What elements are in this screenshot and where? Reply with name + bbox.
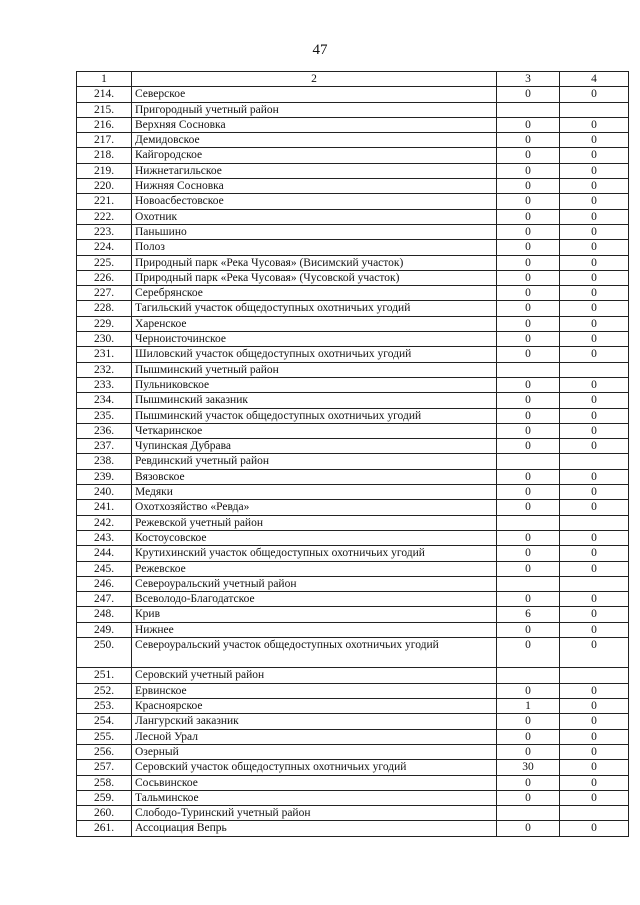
table-row bbox=[77, 209, 629, 224]
row-col-3: 0 bbox=[497, 408, 560, 423]
row-col-3: 0 bbox=[497, 729, 560, 744]
row-number: 227. bbox=[77, 286, 132, 301]
row-col-3: 0 bbox=[497, 316, 560, 331]
row-col-4: 0 bbox=[560, 87, 629, 102]
row-col-4: 0 bbox=[560, 469, 629, 484]
row-col-3: 0 bbox=[497, 423, 560, 438]
row-col-4: 0 bbox=[560, 622, 629, 637]
row-name: Костоусовское bbox=[132, 530, 497, 545]
row-number: 230. bbox=[77, 332, 132, 347]
row-number: 221. bbox=[77, 194, 132, 209]
table-row bbox=[77, 347, 629, 362]
table-row bbox=[77, 744, 629, 759]
table-row bbox=[77, 821, 629, 836]
row-number: 244. bbox=[77, 546, 132, 561]
header-col-1: 1 bbox=[77, 72, 132, 87]
row-name: Новоасбестовское bbox=[132, 194, 497, 209]
table-row bbox=[77, 133, 629, 148]
table-row bbox=[77, 622, 629, 637]
row-col-4 bbox=[560, 576, 629, 591]
row-col-4: 0 bbox=[560, 683, 629, 698]
row-number: 233. bbox=[77, 377, 132, 392]
table-row bbox=[77, 714, 629, 729]
row-col-4: 0 bbox=[560, 744, 629, 759]
row-number: 242. bbox=[77, 515, 132, 530]
row-col-3: 0 bbox=[497, 546, 560, 561]
header-row bbox=[77, 72, 629, 87]
table-row bbox=[77, 393, 629, 408]
row-name: Верхняя Сосновка bbox=[132, 117, 497, 132]
table-row bbox=[77, 301, 629, 316]
row-number: 214. bbox=[77, 87, 132, 102]
row-col-4: 0 bbox=[560, 286, 629, 301]
row-col-4: 0 bbox=[560, 485, 629, 500]
table-row bbox=[77, 255, 629, 270]
row-name: Ервинское bbox=[132, 683, 497, 698]
row-col-4: 0 bbox=[560, 194, 629, 209]
table-row bbox=[77, 790, 629, 805]
row-number: 222. bbox=[77, 209, 132, 224]
table-row bbox=[77, 668, 629, 683]
row-col-3: 0 bbox=[497, 683, 560, 698]
row-name: Северское bbox=[132, 87, 497, 102]
row-col-4: 0 bbox=[560, 179, 629, 194]
row-name: Серовский участок общедоступных охотничьих угодий bbox=[132, 760, 497, 775]
row-name: Красноярское bbox=[132, 699, 497, 714]
row-col-3: 0 bbox=[497, 561, 560, 576]
row-number: 235. bbox=[77, 408, 132, 423]
row-name: Черноисточинское bbox=[132, 332, 497, 347]
row-col-3: 0 bbox=[497, 194, 560, 209]
table-row bbox=[77, 515, 629, 530]
row-name: Чупинская Дубрава bbox=[132, 439, 497, 454]
row-number: 237. bbox=[77, 439, 132, 454]
table-row bbox=[77, 439, 629, 454]
row-col-3: 0 bbox=[497, 347, 560, 362]
row-col-4: 0 bbox=[560, 332, 629, 347]
table-row bbox=[77, 148, 629, 163]
row-name: Ревдинский учетный район bbox=[132, 454, 497, 469]
row-col-3: 0 bbox=[497, 332, 560, 347]
header-col-4: 4 bbox=[560, 72, 629, 87]
row-name: Пригородный учетный район bbox=[132, 102, 497, 117]
row-number: 224. bbox=[77, 240, 132, 255]
row-col-3: 1 bbox=[497, 699, 560, 714]
row-col-3: 0 bbox=[497, 592, 560, 607]
table-row bbox=[77, 117, 629, 132]
row-col-4: 0 bbox=[560, 637, 629, 668]
row-col-3: 0 bbox=[497, 377, 560, 392]
row-name: Пульниковское bbox=[132, 377, 497, 392]
row-col-3: 0 bbox=[497, 744, 560, 759]
row-name: Режевское bbox=[132, 561, 497, 576]
row-name: Ассоциация Вепрь bbox=[132, 821, 497, 836]
row-col-3: 0 bbox=[497, 301, 560, 316]
row-col-3: 30 bbox=[497, 760, 560, 775]
table-row bbox=[77, 194, 629, 209]
row-col-3: 0 bbox=[497, 821, 560, 836]
row-number: 217. bbox=[77, 133, 132, 148]
row-col-3: 0 bbox=[497, 209, 560, 224]
row-col-4: 0 bbox=[560, 224, 629, 239]
row-number: 251. bbox=[77, 668, 132, 683]
row-number: 250. bbox=[77, 637, 132, 668]
row-name: Тагильский участок общедоступных охотничьих угодий bbox=[132, 301, 497, 316]
row-col-3 bbox=[497, 576, 560, 591]
table-row bbox=[77, 423, 629, 438]
row-col-3: 0 bbox=[497, 87, 560, 102]
table-row bbox=[77, 699, 629, 714]
table-row bbox=[77, 576, 629, 591]
row-col-3: 0 bbox=[497, 286, 560, 301]
row-number: 256. bbox=[77, 744, 132, 759]
row-col-3 bbox=[497, 668, 560, 683]
table-header bbox=[77, 72, 629, 87]
row-col-4 bbox=[560, 515, 629, 530]
row-name: Кайгородское bbox=[132, 148, 497, 163]
row-name: Пышминский учетный район bbox=[132, 362, 497, 377]
row-number: 241. bbox=[77, 500, 132, 515]
row-col-3: 0 bbox=[497, 439, 560, 454]
row-col-4: 0 bbox=[560, 821, 629, 836]
row-name: Крив bbox=[132, 607, 497, 622]
row-col-4: 0 bbox=[560, 316, 629, 331]
row-col-4: 0 bbox=[560, 270, 629, 285]
row-name: Североуральский участок общедоступных охотничьих угодий bbox=[132, 637, 497, 668]
row-number: 246. bbox=[77, 576, 132, 591]
row-col-4: 0 bbox=[560, 546, 629, 561]
row-name: Охотник bbox=[132, 209, 497, 224]
table-row bbox=[77, 500, 629, 515]
row-col-3 bbox=[497, 454, 560, 469]
table-row bbox=[77, 163, 629, 178]
table-row bbox=[77, 637, 629, 668]
table-row bbox=[77, 240, 629, 255]
row-name: Харенское bbox=[132, 316, 497, 331]
row-col-3: 0 bbox=[497, 637, 560, 668]
row-number: 260. bbox=[77, 806, 132, 821]
table-row bbox=[77, 224, 629, 239]
row-col-4: 0 bbox=[560, 377, 629, 392]
row-col-4: 0 bbox=[560, 439, 629, 454]
row-name: Охотхозяйство «Ревда» bbox=[132, 500, 497, 515]
table-row bbox=[77, 607, 629, 622]
row-name: Тальминское bbox=[132, 790, 497, 805]
row-name: Пышминский участок общедоступных охотничьих угодий bbox=[132, 408, 497, 423]
row-name: Сосьвинское bbox=[132, 775, 497, 790]
row-col-4: 0 bbox=[560, 240, 629, 255]
row-number: 231. bbox=[77, 347, 132, 362]
row-col-3: 0 bbox=[497, 163, 560, 178]
row-number: 255. bbox=[77, 729, 132, 744]
row-col-3: 0 bbox=[497, 148, 560, 163]
row-number: 240. bbox=[77, 485, 132, 500]
row-number: 234. bbox=[77, 393, 132, 408]
table-row bbox=[77, 546, 629, 561]
table-row bbox=[77, 775, 629, 790]
row-col-4: 0 bbox=[560, 699, 629, 714]
table-row bbox=[77, 270, 629, 285]
row-col-3: 0 bbox=[497, 469, 560, 484]
row-col-4: 0 bbox=[560, 592, 629, 607]
row-number: 257. bbox=[77, 760, 132, 775]
row-col-3 bbox=[497, 102, 560, 117]
row-col-4: 0 bbox=[560, 393, 629, 408]
row-name: Полоз bbox=[132, 240, 497, 255]
row-col-4: 0 bbox=[560, 500, 629, 515]
row-name: Нижнее bbox=[132, 622, 497, 637]
row-col-3 bbox=[497, 515, 560, 530]
row-number: 249. bbox=[77, 622, 132, 637]
row-number: 245. bbox=[77, 561, 132, 576]
row-col-4: 0 bbox=[560, 163, 629, 178]
hunting-grounds-table bbox=[76, 71, 629, 837]
row-name: Лангурский заказник bbox=[132, 714, 497, 729]
row-number: 219. bbox=[77, 163, 132, 178]
row-col-4: 0 bbox=[560, 530, 629, 545]
row-col-4: 0 bbox=[560, 760, 629, 775]
row-col-3: 0 bbox=[497, 240, 560, 255]
row-col-3 bbox=[497, 806, 560, 821]
row-number: 215. bbox=[77, 102, 132, 117]
row-number: 247. bbox=[77, 592, 132, 607]
row-col-4: 0 bbox=[560, 423, 629, 438]
row-col-4: 0 bbox=[560, 148, 629, 163]
row-name: Вязовское bbox=[132, 469, 497, 484]
row-number: 258. bbox=[77, 775, 132, 790]
table-row bbox=[77, 316, 629, 331]
row-col-4: 0 bbox=[560, 775, 629, 790]
row-col-3: 6 bbox=[497, 607, 560, 622]
table-row bbox=[77, 332, 629, 347]
row-number: 223. bbox=[77, 224, 132, 239]
row-col-4: 0 bbox=[560, 607, 629, 622]
row-name: Пышминский заказник bbox=[132, 393, 497, 408]
row-name: Нижняя Сосновка bbox=[132, 179, 497, 194]
row-number: 226. bbox=[77, 270, 132, 285]
row-name: Природный парк «Река Чусовая» (Чусовской участок) bbox=[132, 270, 497, 285]
row-name: Паньшино bbox=[132, 224, 497, 239]
row-name: Серовский учетный район bbox=[132, 668, 497, 683]
row-name: Нижнетагильское bbox=[132, 163, 497, 178]
row-col-4 bbox=[560, 362, 629, 377]
table-body bbox=[77, 87, 629, 836]
row-number: 220. bbox=[77, 179, 132, 194]
row-col-3: 0 bbox=[497, 133, 560, 148]
row-col-4: 0 bbox=[560, 790, 629, 805]
row-col-3: 0 bbox=[497, 393, 560, 408]
row-col-4: 0 bbox=[560, 714, 629, 729]
row-number: 243. bbox=[77, 530, 132, 545]
row-number: 218. bbox=[77, 148, 132, 163]
table-row bbox=[77, 286, 629, 301]
row-col-3: 0 bbox=[497, 500, 560, 515]
row-col-4: 0 bbox=[560, 347, 629, 362]
row-col-4 bbox=[560, 668, 629, 683]
row-name: Природный парк «Река Чусовая» (Висимский участок) bbox=[132, 255, 497, 270]
row-name: Крутихинский участок общедоступных охотничьих угодий bbox=[132, 546, 497, 561]
row-col-3 bbox=[497, 362, 560, 377]
row-col-3: 0 bbox=[497, 117, 560, 132]
row-col-3: 0 bbox=[497, 224, 560, 239]
row-col-3: 0 bbox=[497, 179, 560, 194]
table-row bbox=[77, 454, 629, 469]
row-col-4: 0 bbox=[560, 255, 629, 270]
row-name: Демидовское bbox=[132, 133, 497, 148]
row-number: 232. bbox=[77, 362, 132, 377]
table-row bbox=[77, 806, 629, 821]
page-number: 47 bbox=[312, 42, 328, 58]
row-number: 228. bbox=[77, 301, 132, 316]
header-col-3: 3 bbox=[497, 72, 560, 87]
row-col-3: 0 bbox=[497, 530, 560, 545]
table-row bbox=[77, 561, 629, 576]
row-name: Североуральский учетный район bbox=[132, 576, 497, 591]
row-col-4: 0 bbox=[560, 117, 629, 132]
row-col-3: 0 bbox=[497, 790, 560, 805]
row-name: Шиловский участок общедоступных охотничьих угодий bbox=[132, 347, 497, 362]
row-number: 236. bbox=[77, 423, 132, 438]
table-row bbox=[77, 408, 629, 423]
table-row bbox=[77, 362, 629, 377]
row-col-4 bbox=[560, 102, 629, 117]
row-col-3: 0 bbox=[497, 622, 560, 637]
row-number: 225. bbox=[77, 255, 132, 270]
table-row bbox=[77, 102, 629, 117]
table-row bbox=[77, 760, 629, 775]
row-col-4 bbox=[560, 454, 629, 469]
table-row bbox=[77, 87, 629, 102]
row-col-4: 0 bbox=[560, 561, 629, 576]
table-row bbox=[77, 683, 629, 698]
row-number: 229. bbox=[77, 316, 132, 331]
row-col-3: 0 bbox=[497, 485, 560, 500]
table-row bbox=[77, 179, 629, 194]
row-number: 216. bbox=[77, 117, 132, 132]
table-row bbox=[77, 469, 629, 484]
table-row bbox=[77, 592, 629, 607]
row-number: 254. bbox=[77, 714, 132, 729]
row-col-4: 0 bbox=[560, 729, 629, 744]
row-number: 238. bbox=[77, 454, 132, 469]
row-number: 253. bbox=[77, 699, 132, 714]
row-number: 239. bbox=[77, 469, 132, 484]
row-number: 248. bbox=[77, 607, 132, 622]
row-number: 261. bbox=[77, 821, 132, 836]
row-col-3: 0 bbox=[497, 270, 560, 285]
row-name: Медяки bbox=[132, 485, 497, 500]
row-number: 259. bbox=[77, 790, 132, 805]
row-col-4 bbox=[560, 806, 629, 821]
row-name: Четкаринское bbox=[132, 423, 497, 438]
row-col-3: 0 bbox=[497, 775, 560, 790]
row-name: Лесной Урал bbox=[132, 729, 497, 744]
row-number: 252. bbox=[77, 683, 132, 698]
table-row bbox=[77, 377, 629, 392]
table-row bbox=[77, 530, 629, 545]
row-col-4: 0 bbox=[560, 408, 629, 423]
row-name: Слободо-Туринский учетный район bbox=[132, 806, 497, 821]
table-row bbox=[77, 485, 629, 500]
row-col-3: 0 bbox=[497, 714, 560, 729]
row-col-4: 0 bbox=[560, 209, 629, 224]
row-name: Серебрянское bbox=[132, 286, 497, 301]
row-name: Всеволодо-Благодатское bbox=[132, 592, 497, 607]
row-col-3: 0 bbox=[497, 255, 560, 270]
header-col-2: 2 bbox=[132, 72, 497, 87]
row-name: Режевской учетный район bbox=[132, 515, 497, 530]
row-col-4: 0 bbox=[560, 301, 629, 316]
table-row bbox=[77, 729, 629, 744]
row-name: Озерный bbox=[132, 744, 497, 759]
row-col-4: 0 bbox=[560, 133, 629, 148]
